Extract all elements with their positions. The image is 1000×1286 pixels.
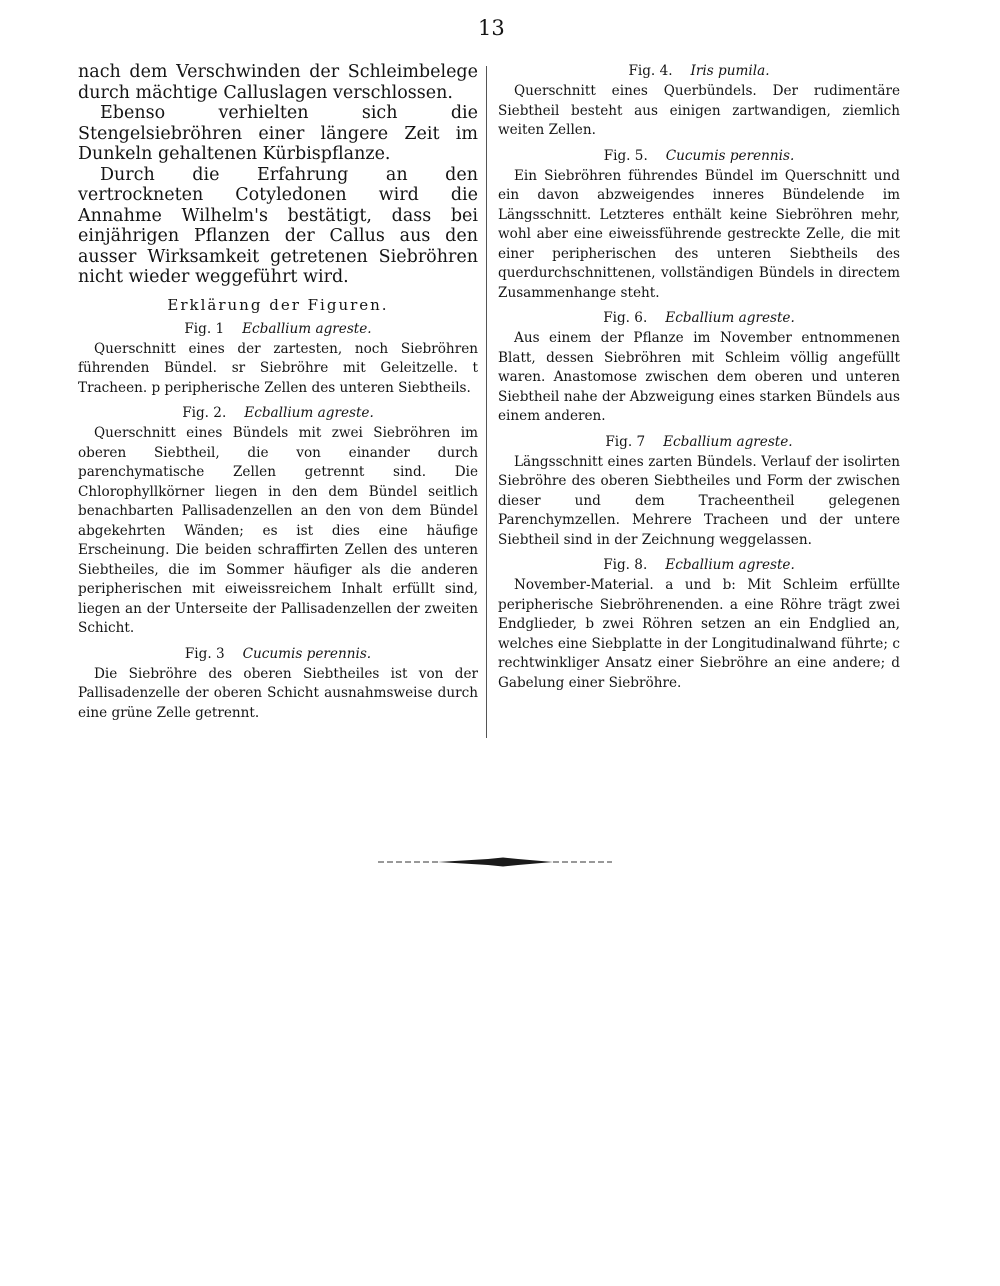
figure-explanations — [498, 62, 900, 693]
figure-species: Ecballium agreste. — [665, 310, 795, 326]
figure-species: Ecballium agreste. — [663, 433, 793, 450]
figure-species: Ecballium agreste. — [665, 557, 795, 573]
figure-description: Aus einem der Pflanze im November entnommenen Blatt, dessen Siebröhren mit Schleim völlig angefüllt waren. Anastomose zwischen dem oberen und unteren Siebtheil nahe der Abzweigung eines starken Bündels aus einem anderen. — [498, 330, 900, 424]
page-number: 13 — [478, 16, 505, 40]
figure-description: Die Siebröhre des oberen Siebtheiles ist von der Pallisadenzelle der oberen Schicht ausnahmsweise durch eine grüne Zelle getrennt. — [78, 665, 478, 721]
figure-label: Fig. 1 — [184, 320, 225, 337]
figure-caption — [498, 556, 900, 575]
body-text — [78, 62, 478, 288]
figure-label: Fig. 6. — [603, 310, 648, 326]
figure-label: Fig. 8. — [603, 557, 648, 573]
left-column — [78, 62, 478, 723]
paragraph: nach dem Verschwinden der Schleimbelege durch mächtige Calluslagen verschlossen. — [78, 62, 478, 103]
figure-description: Querschnitt eines Bündels mit zwei Siebröhren im oberen Siebtheil, die von einander durch parenchymatische Zellen getrennt sind. Die Chlorophyllkörner liegen in den dem Bündel seitlich benachbarten Pallisadenzellen an den von dem Bündel abgekehrten Wänden; es ist dies eine häufige Erscheinung. Die beiden schraffirten Zellen des unteren Siebtheiles, die im Sommer häufiger als die anderen peripherischen mit eiweissreichem Inhalt erfüllt sind, liegen an der Unterseite der Pallisadenzellen der zweiten Schicht. — [78, 425, 478, 636]
figure-description: Querschnitt eines der zartesten, noch Siebröhren führenden Bündel. sr Siebröhre mit Geleitzelle. t Tracheen. p peripherische Zellen des unteren Siebtheils. — [78, 340, 478, 396]
figure-label: Fig. 7 — [605, 433, 646, 450]
figure-species: Ecballium agreste. — [242, 320, 372, 337]
figure-species: Cucumis perennis. — [665, 147, 795, 164]
section-heading: Erklärung der Figuren. — [167, 295, 389, 314]
figure-description: Längsschnitt eines zarten Bündels. Verlauf der isolirten Siebröhre des oberen Siebtheiles und Form der zwischen dieser und dem Tracheentheil gelegenen Parenchymzellen. Mehrere Tracheen und der untere Siebtheil sind in der Zeichnung weggelassen. — [498, 453, 900, 548]
figure-species: Iris pumila. — [690, 63, 770, 79]
paragraph: Durch die Erfahrung an den vertrockneten Cotyledonen wird die Annahme Wilhelm's bestätigt, dass bei einjährigen Pflanzen der Callus aus den ausser Wirksamkeit getretenen Siebröhren nicht wieder weggeführt wird. — [78, 164, 478, 287]
figure-description: Querschnitt eines Querbündels. Der rudimentäre Siebtheil besteht aus einigen zartwandigen, ziemlich weiten Zellen. — [498, 83, 900, 138]
figure-species: Ecballium agreste. — [244, 405, 374, 421]
figure-label: Fig. 4. — [628, 63, 673, 79]
figure-caption — [498, 309, 900, 328]
figure-caption — [498, 62, 900, 81]
figure-caption — [78, 320, 478, 339]
figure-caption — [498, 147, 900, 166]
right-column — [498, 62, 900, 693]
figure-explanations — [78, 320, 478, 724]
figure-species: Cucumis perennis. — [242, 645, 372, 662]
figure-caption — [498, 433, 900, 452]
paragraph: Ebenso verhielten sich die Stengelsiebröhren einer längere Zeit im Dunkeln gehaltenen Kürbispflanze. — [78, 103, 478, 164]
figure-description: November-Material. a und b: Mit Schleim erfüllte peripherische Siebröhrenenden. a eine Röhre trägt zwei Endglieder, b zwei Röhren setzen an ein Endglied an, welches eine Siebplatte in der Longitudinalwand führte; c rechtwinkliger Ansatz einer Siebröhre an eine andere; d Gabelung einer Siebröhre. — [498, 577, 900, 691]
end-ornament — [378, 856, 612, 868]
figure-caption — [78, 645, 478, 664]
figure-description: Ein Siebröhren führendes Bündel im Querschnitt und ein davon abzweigendes inneres Bündelende im Längsschnitt. Letzteres enthält keine Siebröhren mehr, wohl aber eine eiweissführende gestreckte Zelle, die mit einer peripherischen des unteren Siebtheils des querdurchschnittenen, vollständigen Bündels in directem Zusammenhange steht. — [498, 167, 900, 301]
figure-caption — [78, 404, 478, 423]
figure-label: Fig. 2. — [182, 405, 227, 421]
figure-label: Fig. 3 — [184, 645, 225, 662]
figure-label: Fig. 5. — [603, 147, 648, 164]
column-divider — [486, 66, 487, 738]
